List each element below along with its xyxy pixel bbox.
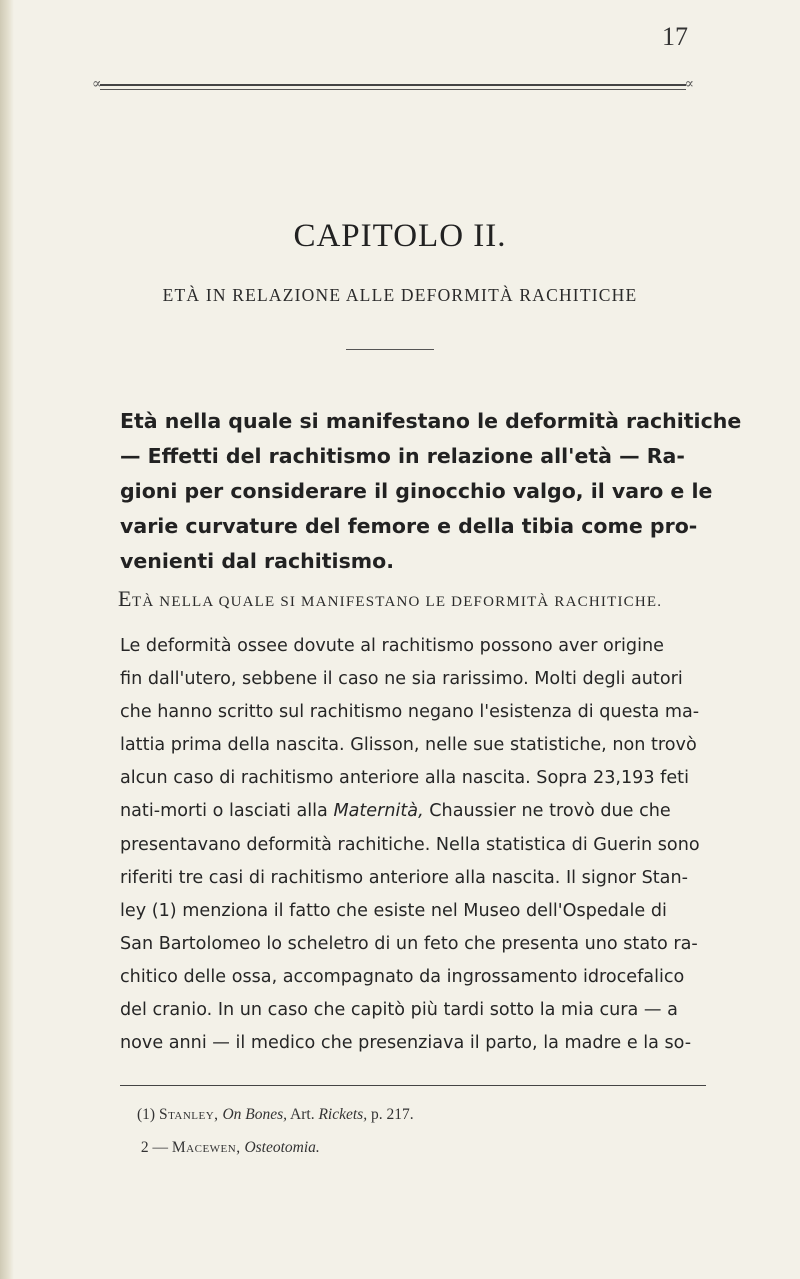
chapter-title: CAPITOLO II. [293, 218, 507, 254]
body-line: San Bartolomeo lo scheletro di un feto che presenta uno stato ra- [120, 933, 698, 954]
footnote-author: Stanley, [158, 1106, 219, 1123]
footnote-author: Macewen, [171, 1139, 241, 1156]
body-line: lattia prima della nascita. Glisson, nelle sue statistiche, non trovò [120, 735, 697, 756]
body-line: ley (1) menziona il fatto che esiste nel Museo dell'Ospedale di [120, 900, 667, 921]
footnote [137, 1098, 697, 1131]
body-line: chitico delle ossa, accompagnato da ingrossamento idrocefalico [120, 966, 685, 987]
chapter-subtitle: ETÀ IN RELAZIONE ALLE DEFORMITÀ RACHITICHE [162, 285, 638, 305]
footnote-text: Art. [287, 1106, 319, 1123]
footnote-marker: 2 — [140, 1139, 168, 1156]
footnote-divider [120, 1085, 706, 1086]
footnote-work: Osteotomia. [244, 1139, 320, 1156]
summary-line: varie curvature del femore e della tibia come pro- [120, 514, 698, 538]
body-line: del cranio. In un caso che capitò più tardi sotto la mia cura — a [120, 1000, 678, 1021]
body-line: riferiti tre casi di rachitismo anteriore alla nascita. Il signor Stan- [120, 867, 688, 888]
footnote-marker: (1) [137, 1106, 156, 1123]
section-heading [118, 586, 718, 612]
body-line [120, 795, 710, 828]
footnote [137, 1131, 697, 1164]
body-line: nove anni — il medico che presenziava il parto, la madre e la so- [120, 1033, 692, 1054]
body-paragraph [120, 630, 710, 1060]
italic-term: Maternità, [333, 801, 424, 822]
page-number: 17 [662, 22, 688, 51]
page-binding-edge [0, 0, 14, 1279]
body-line: presentavano deformità rachitiche. Nella statistica di Guerin sono [120, 834, 700, 855]
section-heading-initial: E [118, 586, 132, 611]
body-line-text: Chaussier ne trovò due che [423, 801, 671, 822]
double-rule [100, 84, 686, 90]
summary-line: gioni per considerare il ginocchio valgo, il varo e le [120, 479, 713, 503]
section-heading-text: TÀ NELLA QUALE SI MANIFESTANO LE DEFORMITÀ RACHITICHE. [131, 594, 663, 610]
ornament-right: ∝ [684, 77, 694, 92]
body-line: fin dall'utero, sebbene il caso ne sia rarissimo. Molti degli autori [120, 669, 683, 690]
summary-line: venienti dal rachitismo. [120, 549, 394, 573]
body-line: che hanno scritto sul rachitismo negano l'esistenza di questa ma- [120, 702, 700, 723]
ornament-left: ∝ [92, 77, 102, 92]
chapter-summary [120, 404, 742, 579]
footnote-article: Rickets, [318, 1106, 368, 1123]
body-line-text: nati-morti o lasciati alla [120, 801, 334, 822]
body-line: alcun caso di rachitismo anteriore alla nascita. Sopra 23,193 feti [120, 768, 689, 789]
summary-line: — Effetti del rachitismo in relazione all'età — Ra- [120, 444, 685, 468]
body-line: Le deformità ossee dovute al rachitismo possono aver origine [120, 636, 664, 656]
title-divider [346, 349, 434, 350]
footnotes [137, 1098, 697, 1164]
footnote-work: On Bones, [222, 1106, 288, 1123]
footnote-text: p. 217. [367, 1106, 414, 1123]
header-ornamental-rule [92, 77, 694, 94]
summary-line: Età nella quale si manifestano le deformità rachitiche [120, 409, 742, 433]
